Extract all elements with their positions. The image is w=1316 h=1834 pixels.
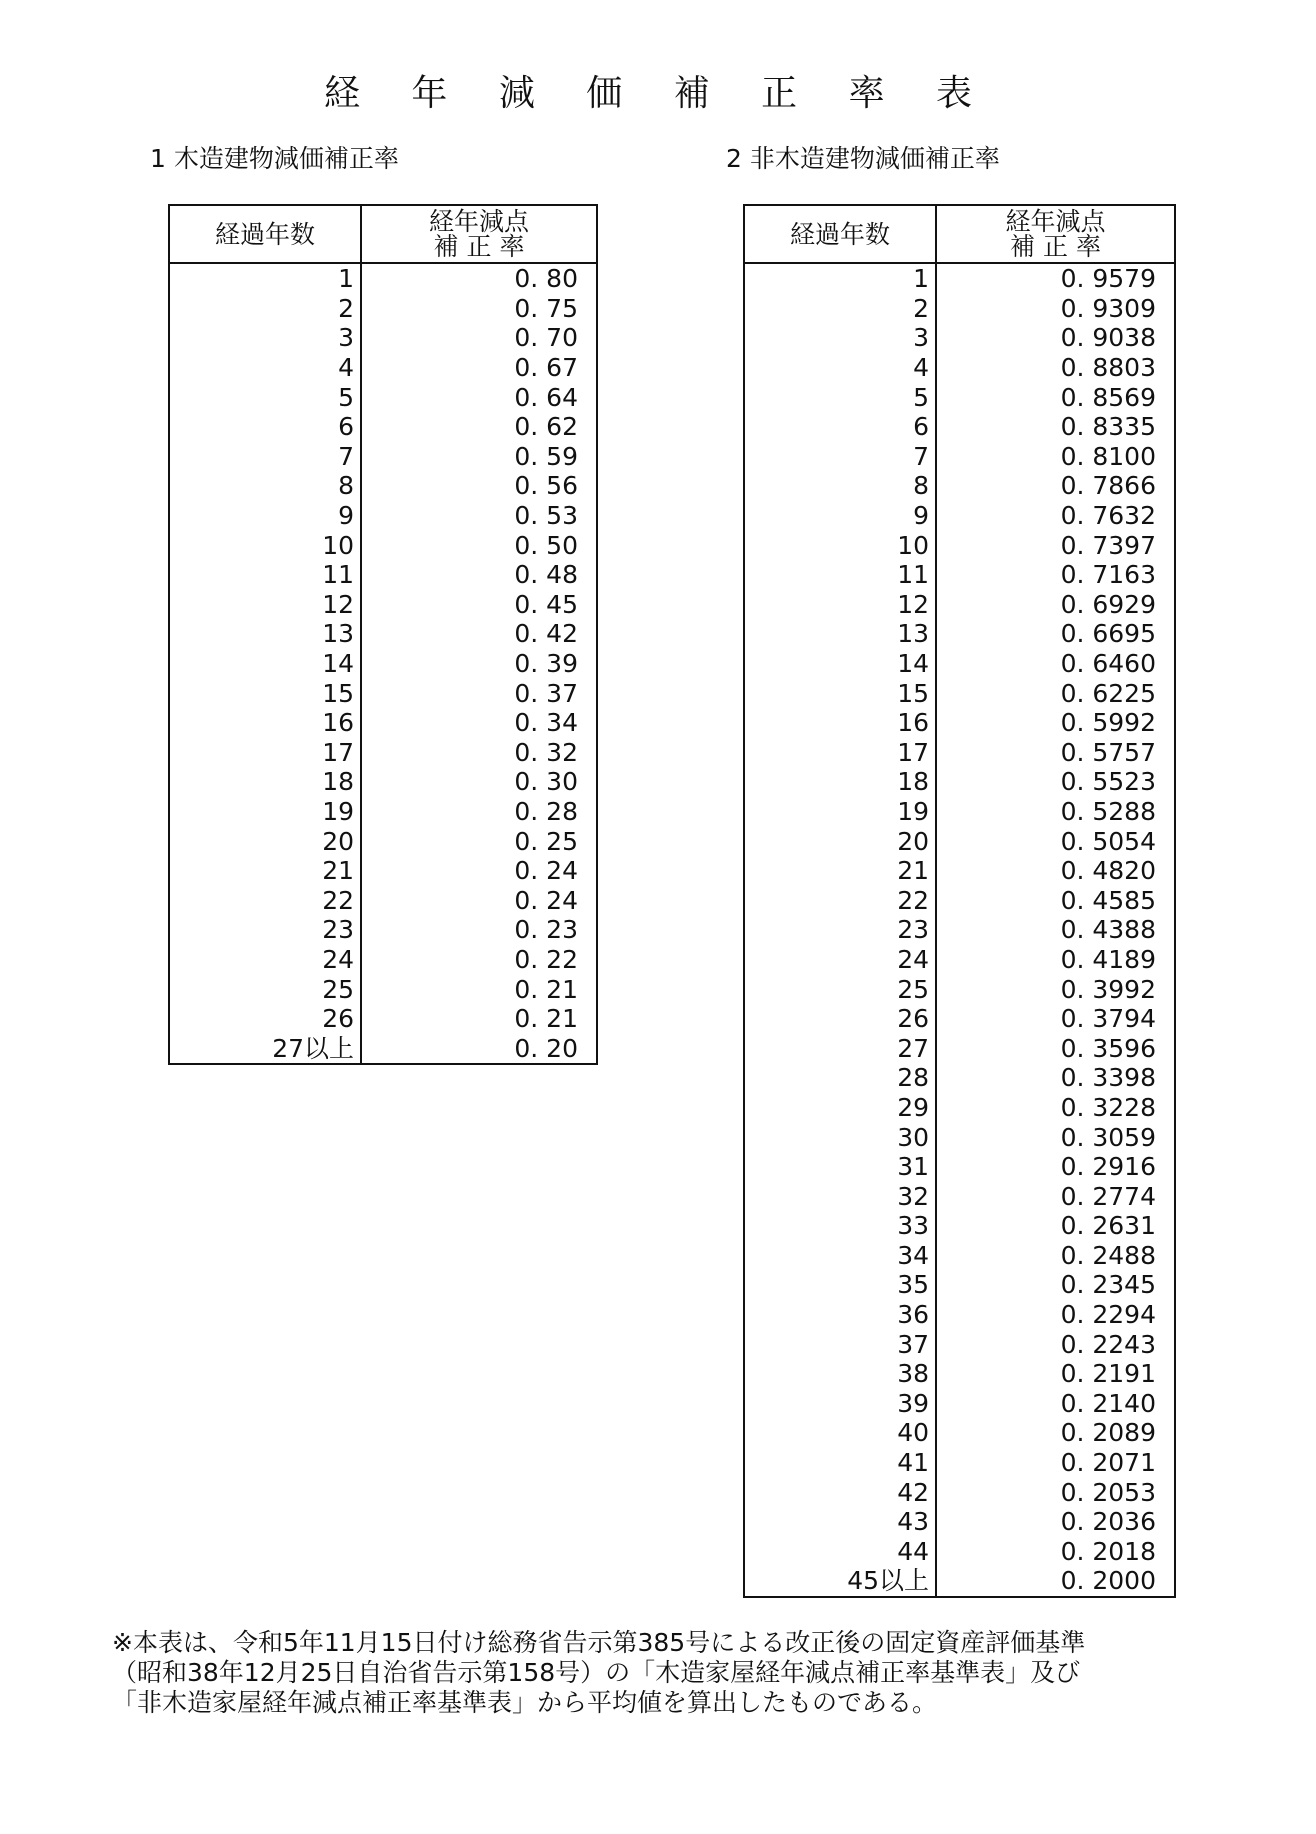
years-cell: 25 (169, 974, 361, 1004)
table-row (744, 294, 1175, 324)
table-row (169, 412, 597, 442)
rate-cell: 0. 2488 (1060, 1240, 1156, 1270)
rate-cell: 0. 7163 (1060, 560, 1156, 590)
table-row (744, 1270, 1175, 1300)
table-row (744, 1507, 1175, 1537)
years-cell: 19 (744, 797, 936, 827)
table-row (744, 1300, 1175, 1330)
rate-cell: 0. 8803 (1060, 353, 1156, 383)
years-cell: 37 (744, 1329, 936, 1359)
years-cell: 27以上 (169, 1033, 361, 1064)
years-cell: 45以上 (744, 1566, 936, 1597)
years-cell: 11 (744, 560, 936, 590)
rate-cell: 0. 4189 (1060, 944, 1156, 974)
table-row (744, 353, 1175, 383)
rate-cell: 0. 28 (514, 796, 578, 826)
table-row (744, 1033, 1175, 1063)
table-row (169, 263, 597, 294)
rate-cell: 0. 23 (514, 915, 578, 945)
rate-header-line2: 補 正 率 (1010, 232, 1101, 261)
rate-cell: 0. 7632 (1060, 501, 1156, 531)
years-cell: 8 (169, 471, 361, 501)
rate-cell: 0. 64 (514, 382, 578, 412)
table-header-row (169, 205, 597, 263)
rate-cell: 0. 8100 (1060, 441, 1156, 471)
rate-cell: 0. 62 (514, 412, 578, 442)
rate-cell: 0. 21 (514, 1004, 578, 1034)
table-row (169, 826, 597, 856)
table-row (169, 885, 597, 915)
table-row (744, 1152, 1175, 1182)
years-cell: 4 (169, 353, 361, 383)
table-row (744, 1359, 1175, 1389)
table-row (744, 1063, 1175, 1093)
rate-cell: 0. 80 (514, 264, 578, 294)
rate-cell: 0. 2631 (1060, 1211, 1156, 1241)
years-cell: 39 (744, 1389, 936, 1419)
table-row (169, 501, 597, 531)
table-row (744, 826, 1175, 856)
table-row (169, 353, 597, 383)
table-row (744, 1389, 1175, 1419)
rate-cell: 0. 39 (514, 649, 578, 679)
rate-cell: 0. 6460 (1060, 649, 1156, 679)
footnote-line: ※本表は、令和5年11月15日付け総務省告示第385号による改正後の固定資産評価基準 (112, 1628, 1086, 1657)
rate-cell: 0. 56 (514, 471, 578, 501)
table-row (744, 1566, 1175, 1597)
rate-header-line1: 経年減点 (428, 207, 529, 236)
table-row (744, 442, 1175, 472)
table-row (744, 1211, 1175, 1241)
table-row (169, 1033, 597, 1064)
table-row (744, 767, 1175, 797)
years-cell: 28 (744, 1063, 936, 1093)
years-cell: 7 (744, 442, 936, 472)
years-cell: 38 (744, 1359, 936, 1389)
years-cell: 24 (744, 945, 936, 975)
years-cell: 18 (744, 767, 936, 797)
years-cell: 32 (744, 1181, 936, 1211)
table-row (169, 738, 597, 768)
table-row (744, 885, 1175, 915)
years-cell: 20 (169, 826, 361, 856)
years-cell: 10 (169, 530, 361, 560)
years-cell: 6 (169, 412, 361, 442)
rate-cell: 0. 75 (514, 293, 578, 323)
table-row (744, 797, 1175, 827)
years-cell: 4 (744, 353, 936, 383)
rate-cell: 0. 9309 (1060, 293, 1156, 323)
table-row (169, 442, 597, 472)
years-cell: 5 (744, 382, 936, 412)
rate-cell: 0. 3794 (1060, 1004, 1156, 1034)
table-row (169, 382, 597, 412)
rate-cell: 0. 59 (514, 441, 578, 471)
rate-cell: 0. 4388 (1060, 915, 1156, 945)
table-row (744, 412, 1175, 442)
rate-cell: 0. 2018 (1060, 1536, 1156, 1566)
footnote-line: （昭和38年12月25日自治省告示第158号）の「木造家屋経年減点補正率基準表」及び (112, 1658, 1081, 1687)
rate-cell: 0. 9579 (1060, 264, 1156, 294)
table-row (744, 263, 1175, 294)
table-row (169, 530, 597, 560)
table-row (169, 767, 597, 797)
years-cell: 1 (169, 263, 361, 294)
table-row (744, 649, 1175, 679)
years-cell: 41 (744, 1448, 936, 1478)
rate-cell: 0. 32 (514, 737, 578, 767)
table-row (744, 560, 1175, 590)
years-cell: 30 (744, 1122, 936, 1152)
table-row (744, 1093, 1175, 1123)
rate-cell: 0. 2191 (1060, 1359, 1156, 1389)
table-row (169, 294, 597, 324)
table-row (744, 738, 1175, 768)
table-row (169, 323, 597, 353)
page-title: 経 年 減 価 補 正 率 表 (323, 73, 993, 114)
table-row (744, 501, 1175, 531)
table-row (744, 1329, 1175, 1359)
years-cell: 24 (169, 945, 361, 975)
rate-cell: 0. 42 (514, 619, 578, 649)
rate-cell: 0. 3398 (1060, 1063, 1156, 1093)
rate-cell: 0. 53 (514, 501, 578, 531)
rate-cell: 0. 6695 (1060, 619, 1156, 649)
rate-cell: 0. 2089 (1060, 1418, 1156, 1448)
years-cell: 21 (744, 856, 936, 886)
years-cell: 13 (744, 619, 936, 649)
years-cell: 19 (169, 797, 361, 827)
years-cell: 26 (744, 1004, 936, 1034)
years-cell: 14 (744, 649, 936, 679)
rate-header-line1: 経年減点 (1005, 207, 1106, 236)
table-row (169, 619, 597, 649)
table-header-row (744, 205, 1175, 263)
table-row (744, 1004, 1175, 1034)
table-row (169, 974, 597, 1004)
years-cell: 13 (169, 619, 361, 649)
table-row (744, 1241, 1175, 1271)
rate-cell: 0. 5757 (1060, 737, 1156, 767)
table-row (169, 560, 597, 590)
table-row (169, 678, 597, 708)
years-cell: 16 (744, 708, 936, 738)
years-cell: 18 (169, 767, 361, 797)
rate-cell: 0. 37 (514, 678, 578, 708)
years-cell: 26 (169, 1004, 361, 1034)
rate-cell: 0. 3596 (1060, 1033, 1156, 1063)
years-cell: 8 (744, 471, 936, 501)
years-cell: 43 (744, 1507, 936, 1537)
rate-cell: 0. 5523 (1060, 767, 1156, 797)
years-cell: 2 (744, 294, 936, 324)
wooden-rate-table (168, 204, 598, 1065)
table-row (169, 945, 597, 975)
years-header: 経過年数 (169, 205, 361, 263)
table-row (744, 856, 1175, 886)
table-row (744, 974, 1175, 1004)
table-row (744, 708, 1175, 738)
rate-cell: 0. 22 (514, 944, 578, 974)
years-cell: 1 (744, 263, 936, 294)
table-row (744, 323, 1175, 353)
rate-cell: 0. 3059 (1060, 1122, 1156, 1152)
rate-cell: 0. 8569 (1060, 382, 1156, 412)
non-wooden-rate-table (743, 204, 1176, 1598)
years-cell: 15 (169, 678, 361, 708)
years-cell: 6 (744, 412, 936, 442)
rate-cell: 0. 2036 (1060, 1507, 1156, 1537)
rate-cell: 0. 24 (514, 856, 578, 886)
years-cell: 2 (169, 294, 361, 324)
years-cell: 35 (744, 1270, 936, 1300)
table-row (169, 856, 597, 886)
rate-cell: 0. 9038 (1060, 323, 1156, 353)
rate-cell: 0. 3992 (1060, 974, 1156, 1004)
rate-cell: 0. 3228 (1060, 1092, 1156, 1122)
rate-cell: 0. 5054 (1060, 826, 1156, 856)
years-cell: 9 (744, 501, 936, 531)
years-cell: 15 (744, 678, 936, 708)
rate-cell: 0. 2000 (1060, 1566, 1156, 1596)
years-cell: 3 (169, 323, 361, 353)
years-cell: 10 (744, 530, 936, 560)
years-cell: 7 (169, 442, 361, 472)
rate-cell: 0. 70 (514, 323, 578, 353)
rate-cell: 0. 8335 (1060, 412, 1156, 442)
rate-cell: 0. 25 (514, 826, 578, 856)
rate-header-line2: 補 正 率 (433, 232, 525, 261)
table-row (744, 945, 1175, 975)
rate-cell: 0. 50 (514, 530, 578, 560)
rate-cell: 0. 2071 (1060, 1448, 1156, 1478)
table-row (744, 590, 1175, 620)
table-row (744, 1477, 1175, 1507)
rate-header (361, 205, 597, 263)
years-header: 経過年数 (744, 205, 936, 263)
years-cell: 14 (169, 649, 361, 679)
years-cell: 9 (169, 501, 361, 531)
rate-cell: 0. 4585 (1060, 885, 1156, 915)
table-row (169, 649, 597, 679)
section-title-non-wooden: 2 非木造建物減価補正率 (726, 144, 1000, 173)
table-row (744, 530, 1175, 560)
table-row (169, 1004, 597, 1034)
rate-header (936, 205, 1175, 263)
years-cell: 44 (744, 1537, 936, 1567)
years-cell: 34 (744, 1241, 936, 1271)
rate-cell: 0. 6929 (1060, 589, 1156, 619)
rate-cell: 0. 2053 (1060, 1477, 1156, 1507)
years-cell: 36 (744, 1300, 936, 1330)
rate-cell: 0. 4820 (1060, 856, 1156, 886)
rate-cell: 0. 5288 (1060, 796, 1156, 826)
years-cell: 17 (169, 738, 361, 768)
years-cell: 20 (744, 826, 936, 856)
rate-cell: 0. 2345 (1060, 1270, 1156, 1300)
rate-cell: 0. 7397 (1060, 530, 1156, 560)
table-row (744, 471, 1175, 501)
rate-cell: 0. 20 (514, 1033, 578, 1063)
years-cell: 23 (169, 915, 361, 945)
years-cell: 23 (744, 915, 936, 945)
years-cell: 22 (744, 885, 936, 915)
years-cell: 16 (169, 708, 361, 738)
rate-cell: 0. 45 (514, 589, 578, 619)
rate-cell: 0. 30 (514, 767, 578, 797)
table-row (169, 471, 597, 501)
years-cell: 3 (744, 323, 936, 353)
years-cell: 42 (744, 1477, 936, 1507)
rate-cell: 0. 24 (514, 885, 578, 915)
table-row (744, 619, 1175, 649)
footnote-line: 「非木造家屋経年減点補正率基準表」から平均値を算出したものである。 (112, 1688, 938, 1717)
footnote (112, 1628, 1232, 1718)
years-cell: 12 (169, 590, 361, 620)
years-cell: 25 (744, 974, 936, 1004)
years-cell: 11 (169, 560, 361, 590)
years-cell: 31 (744, 1152, 936, 1182)
section-title-wooden: 1 木造建物減価補正率 (150, 144, 399, 173)
table-row (744, 1537, 1175, 1567)
years-cell: 17 (744, 738, 936, 768)
years-cell: 33 (744, 1211, 936, 1241)
years-cell: 40 (744, 1418, 936, 1448)
table-row (169, 915, 597, 945)
table-row (744, 1181, 1175, 1211)
rate-cell: 0. 2140 (1060, 1388, 1156, 1418)
rate-cell: 0. 2294 (1060, 1300, 1156, 1330)
years-cell: 5 (169, 382, 361, 412)
rate-cell: 0. 2243 (1060, 1329, 1156, 1359)
table-row (744, 1122, 1175, 1152)
table-row (169, 708, 597, 738)
rate-cell: 0. 67 (514, 353, 578, 383)
years-cell: 22 (169, 885, 361, 915)
rate-cell: 0. 48 (514, 560, 578, 590)
table-row (169, 590, 597, 620)
table-row (744, 1418, 1175, 1448)
rate-cell: 0. 21 (514, 974, 578, 1004)
rate-cell: 0. 6225 (1060, 678, 1156, 708)
rate-cell: 0. 2774 (1060, 1181, 1156, 1211)
years-cell: 12 (744, 590, 936, 620)
rate-cell: 0. 7866 (1060, 471, 1156, 501)
rate-cell: 0. 34 (514, 708, 578, 738)
years-cell: 27 (744, 1033, 936, 1063)
table-row (744, 1448, 1175, 1478)
table-row (169, 797, 597, 827)
rate-cell: 0. 2916 (1060, 1152, 1156, 1182)
table-row (744, 678, 1175, 708)
years-cell: 21 (169, 856, 361, 886)
table-row (744, 382, 1175, 412)
rate-cell: 0. 5992 (1060, 708, 1156, 738)
table-row (744, 915, 1175, 945)
years-cell: 29 (744, 1093, 936, 1123)
